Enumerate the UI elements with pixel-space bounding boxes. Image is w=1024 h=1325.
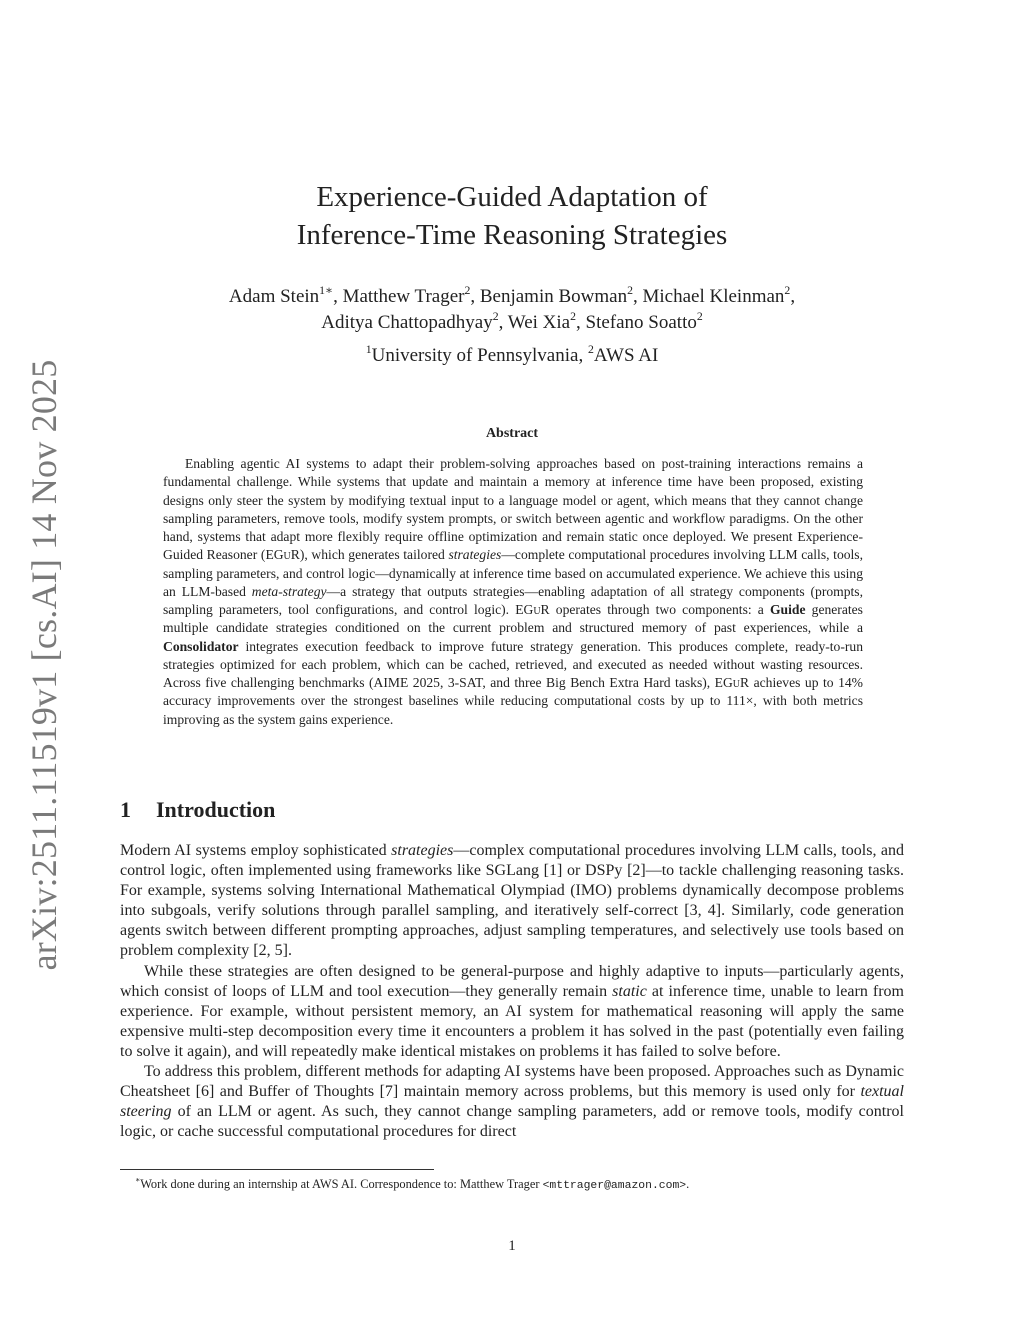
author-list — [0, 284, 1024, 336]
affil-name: AWS AI — [593, 345, 659, 366]
section-title: Introduction — [156, 797, 276, 822]
author-affil-sup: 2 — [570, 309, 576, 323]
author-line-2: Aditya Chattopadhyay$^2$, Wei Xia$^2$, Stefano Soatto$^2$ — [321, 309, 703, 333]
method-name: EGuR — [714, 675, 750, 690]
author-affil-sup: 2 — [696, 309, 703, 323]
section-heading — [120, 797, 275, 823]
paper-title — [0, 178, 1024, 254]
author-line-1: Adam Stein$^{1∗}$, Matthew Trager$^2$, Benjamin Bowman$^2$, Michael Kleinman$^2$, — [228, 283, 796, 307]
contact-email: <mttrager@amazon.com> — [542, 1180, 687, 1192]
affiliations: $^1$University of Pennsylvania, $^2$AWS AI — [365, 342, 659, 366]
author-affil-sup: 2 — [784, 283, 791, 297]
arxiv-stamp: arXiv:2511.11519v1 [cs.AI] 14 Nov 2025 — [24, 359, 64, 970]
abstract-heading: Abstract — [485, 426, 539, 441]
footnote-mark: ∗ — [135, 1175, 141, 1185]
author-affil-sup: 1∗ — [319, 283, 334, 297]
abstract-body: Enabling agentic AI systems to adapt their problem-solving approaches based on post-training interactions remains a fundamental challenge. While systems that update and maintain a memory at inference time have been proposed, existing designs only steer the system by modifying textual input to a language model or agent, which means that they cannot change sampling parameters, remove tools, modify system prompts, or switch between agentic and workflow paradigms. On the other hand, systems that adapt more flexibly require offline optimization and remain static once deployed. We present Experience-Guided Reasoner (EGuR), which generates tailored strategies—complete computational procedures involving LLM calls, tools, sampling parameters, and control logic—dynamically at inference time based on accumulated experience. We achieve this using an LLM-based meta-strategy—a strategy that outputs strategies—enabling adaptation of all strategy components (prompts, sampling parameters, tool configurations, and control logic). EGuR operates through two components: a Guide generates multiple candidate strategies conditioned on the current problem and structured memory of past experiences, while a Consolidator integrates execution feedback to improve future strategy generation. This produces complete, ready-to-run strategies optimized for each problem, which can be cached, retrieved, and executed as needed without wasting resources. Across five challenging benchmarks (AIME 2025, 3-SAT, and three Big Bench Extra Hard tasks), EGuR achieves up to 14% accuracy improvements over the strongest baselines while reducing computational costs by up to 111×, with both metrics improving as the system gains experience. — [163, 456, 863, 727]
method-name: EGuR — [515, 602, 550, 617]
method-name: EGuR — [265, 547, 300, 563]
author-name: Matthew Trager — [342, 286, 465, 307]
author-name: Stefano Soatto — [585, 312, 697, 333]
title-line-1: Experience-Guided Adaptation of — [316, 181, 708, 213]
author-name: Benjamin Bowman — [479, 286, 628, 307]
introduction-body — [120, 841, 904, 1142]
affil-name: University of Pennsylvania — [371, 345, 579, 366]
title-line-2: Inference-Time Reasoning Strategies — [296, 219, 728, 251]
intro-paragraph-1: Modern AI systems employ sophisticated strategies—complex computational procedures involving LLM calls, tools, and control logic, often implemented using frameworks like SGLang [1] or DSPy [2]—to tackle challenging reasoning tasks. For example, systems solving International Mathematical Olympiad (IMO) problems dynamically decompose problems into subgoals, verify solutions through parallel sampling, and iteratively self-correct [3, 4]. Similarly, code generation agents switch between different prompting approaches, adjust sampling temperatures, and selectively use tools based on problem complexity [2, 5]. — [120, 842, 905, 960]
author-name: Michael Kleinman — [642, 286, 785, 307]
affil-sup: 2 — [587, 342, 594, 356]
section-number: 1 — [120, 797, 131, 822]
footnote: ∗Work done during an internship at AWS AI. Correspondence to: Matthew Trager <mttrager@amazon.com>. — [135, 1175, 690, 1192]
consolidator-term: Consolidator — [163, 638, 239, 654]
affil-sup: 1 — [365, 342, 372, 356]
guide-term: Guide — [769, 602, 806, 617]
footnote-rule — [120, 1169, 434, 1170]
author-affil-sup: 2 — [627, 283, 633, 297]
author-affil-sup: 2 — [464, 283, 471, 297]
author-name: Adam Stein — [228, 286, 320, 307]
intro-paragraph-2: While these strategies are often designed to be general-purpose and highly adaptive to inputs—particularly agents, which consist of loops of LLM and tool execution—they generally remain static at inference time, unable to learn from experience. For example, without persistent memory, an AI system for mathematical reasoning will apply the same expensive multi-step decomposition every time it encounters a problem it has solved in the past (potentially even failing to solve it again), and will repeatedly make identical mistakes on problems it has failed to solve before. — [120, 962, 904, 1060]
author-affil-sup: 2 — [492, 309, 499, 323]
intro-paragraph-3: To address this problem, different methods for adapting AI systems have been proposed. Approaches such as Dynamic Cheatsheet [6] and Buffer of Thoughts [7] maintain memory across problems, but this memory is used only for textual steering of an LLM or agent. As such, they cannot change sampling parameters, add or remove tools, modify control logic, or cache successful computational procedures for direct — [120, 1063, 904, 1141]
author-name: Aditya Chattopadhyay — [321, 312, 493, 333]
arxiv-sidebar — [18, 359, 70, 970]
author-name: Wei Xia — [507, 312, 571, 333]
page-number: 1 — [508, 1238, 516, 1254]
